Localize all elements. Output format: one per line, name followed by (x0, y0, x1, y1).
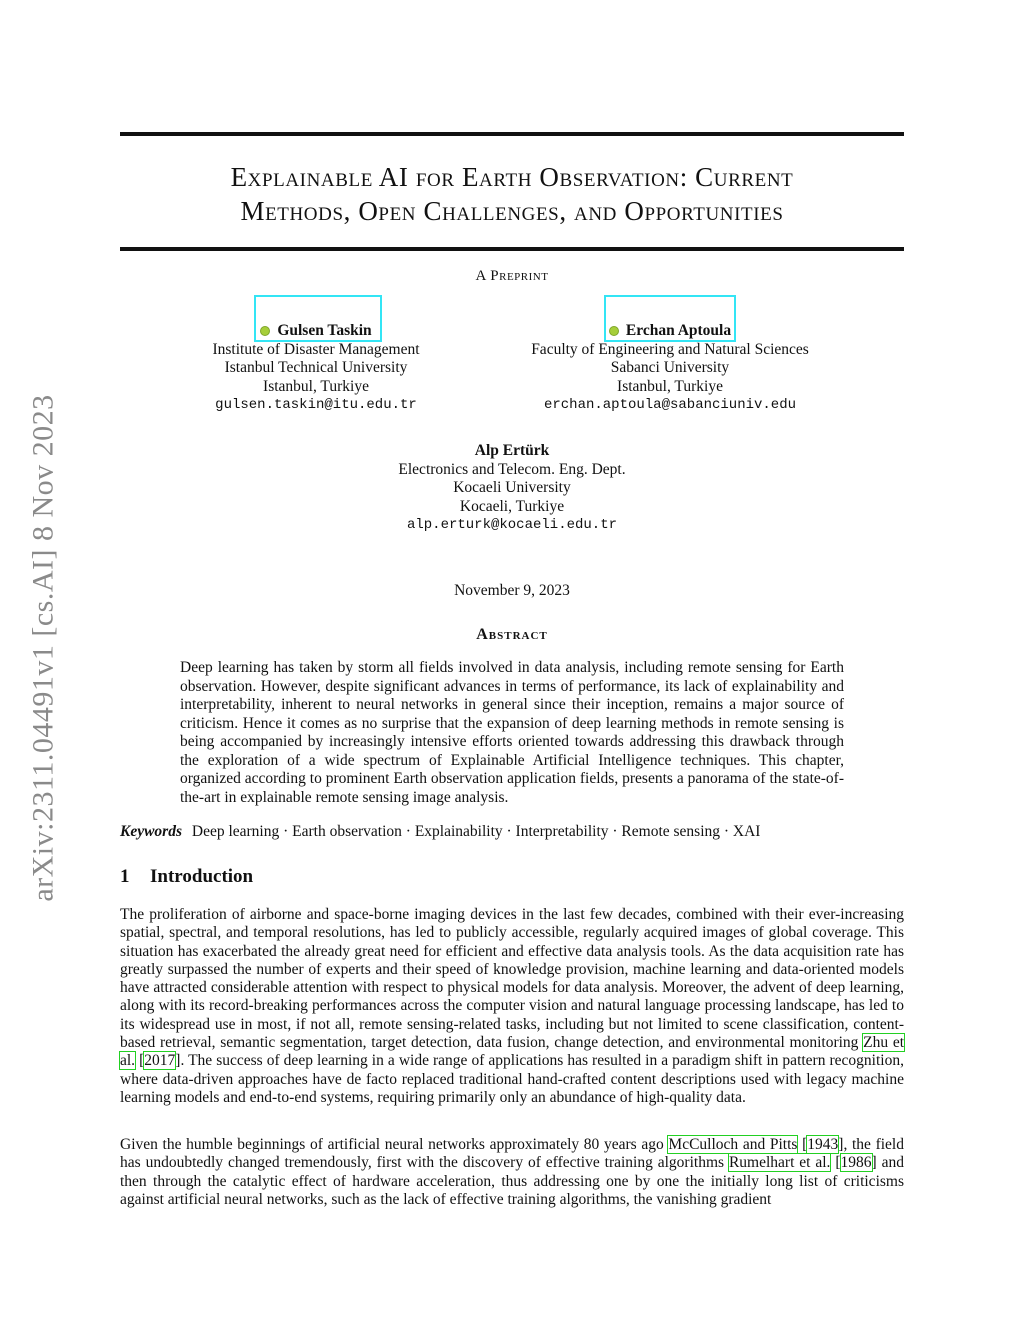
intro-paragraph-1: The proliferation of airborne and space-borne imaging devices in the last few decades, combined with their ever-increasing spatial, spectral, and temporal resolutions, has led to publicly accessible, regularly acquired images of global coverage. This situation has exacerbated the already great need for efficient and effective data analysis tools. As the data acquisition rate has greatly surpassed the number of experts and their speed of knowledge provision, machine learning and data-oriented models have attracted considerable attention with respect to physical models for data analysis. Moreover, the advent of deep learning, along with its record-breaking performances across the computer vision and natural language processing landscape, has led to its widespread use in most, if not all, remote sensing-related tasks, including but not limited to scene classification, content-based retrieval, semantic segmentation, target detection, data fusion, change detection, and environmental monitoring Zhu et al. [2017]. The success of deep learning in a wide range of applications has resulted in a paradigm shift in pattern recognition, where data-driven approaches have de facto replaced traditional hand-crafted content descriptions used with legacy machine learning models and end-to-end systems, requiring primarily only an abundance of high-quality data. (120, 906, 905, 1106)
para1-text-end: . The success of deep learning in a wide range of applications has resulted in a paradigm shift in pattern recognition, where data-driven approaches have de facto replaced traditional hand-crafted content descriptions used with legacy machine learning models and end-to-end systems, requiring primarily only an abundance of high-quality data. (120, 1052, 904, 1106)
title-line-2: Methods, Open Challenges, and Opportunities (240, 196, 784, 226)
section-heading-introduction (120, 866, 253, 888)
author-3-affiliation-1: Electronics and Telecom. Eng. Dept. (398, 460, 626, 478)
author-2-name[interactable]: Erchan Aptoula (625, 322, 732, 339)
author-1-name[interactable]: Gulsen Taskin (277, 322, 372, 339)
arxiv-stamp (18, 365, 70, 930)
author-1-affiliation-1: Institute of Disaster Management (212, 340, 420, 358)
author-2-email[interactable]: erchan.aptoula@sabanciuniv.edu (543, 397, 797, 413)
title-bottom-rule (120, 247, 904, 251)
intro-paragraph-2: Given the humble beginnings of artificial neural networks approximately 80 years ago McCulloch and Pitts [1943], the field has undoubtedly changed tremendously, first with the discovery of effective training algorithms Rumelhart et al. [1986] and then through the catalytic effect of hardware acceleration, thus addressing one by one the initially long list of criticisms against artificial neural networks, such as the lack of effective training algorithms, the vanishing gradient (120, 1136, 904, 1208)
author-2-affiliation-2: Sabanci University (610, 359, 730, 376)
para1-text-start: The proliferation of airborne and space-borne imaging devices in the last few decades, combined with their ever-increasing spatial, spectral, and temporal resolutions, has led to publicly accessible, regularly acquired images of global coverage. This situation has exacerbated the already great need for efficient and effective data analysis tools. As the data acquisition rate has greatly surpassed the number of experts and their speed of knowledge provision, machine learning and data-oriented models have attracted considerable attention with respect to physical models for data analysis. Moreover, the advent of deep learning, along with its record-breaking performances across the computer vision and natural language processing landscape, has led to its widespread use in most, if not all, remote sensing-related tasks, including but not limited to scene classification, content-based retrieval, semantic segmentation, target detection, data fusion, change detection, and environmental monitoring (120, 906, 904, 1052)
author-2-affiliation-1: Faculty of Engineering and Natural Sciences (531, 340, 809, 358)
title-top-rule (120, 132, 904, 136)
para2-text-end: and then through the catalytic effect of hardware acceleration, thus addressing one by one the initially long list of criticisms against artificial neural networks, such as the lack of effective training algorithms, the vanishing gradient (120, 1154, 904, 1208)
citation-link-rumelhart-year[interactable]: 1986 (840, 1154, 872, 1172)
author-1-location: Istanbul, Turkiye (263, 377, 369, 395)
citation-link-rumelhart[interactable]: Rumelhart et al. (728, 1154, 831, 1172)
author-3-affiliation-2: Kocaeli University (453, 479, 571, 496)
author-3-location: Kocaeli, Turkiye (459, 497, 565, 515)
citation-link-zhu[interactable]: Zhu et al. (120, 1034, 905, 1070)
author-1-affiliation-2: Istanbul Technical University (224, 359, 408, 376)
orcid-icon[interactable] (260, 326, 270, 336)
para2-text-start: Given the humble beginnings of artificial neural networks approximately 80 years ago (120, 1136, 669, 1153)
author-3-email[interactable]: alp.erturk@kocaeli.edu.tr (406, 517, 618, 533)
section-number: 1 (120, 866, 130, 887)
author-1-name-row (160, 322, 472, 341)
keywords-line (120, 823, 904, 841)
title-line-1: Explainable AI for Earth Observation: Current (230, 162, 794, 192)
citation-link-mcculloch[interactable]: McCulloch and Pitts (668, 1136, 798, 1153)
arxiv-stamp-text: arXiv:2311.04491v1 [cs.AI] 8 Nov 2023 (27, 393, 61, 902)
citation-link-mcculloch-year[interactable]: 1943 (807, 1136, 839, 1153)
keywords-label: Keywords (120, 823, 182, 840)
abstract-text: Deep learning has taken by storm all fields involved in data analysis, including remote sensing for Earth observation. However, despite significant advances in terms of performance, its lack of explainability and interpretability, inherent to neural networks in general since their inception, remains a major source of criticism. Hence it comes as no surprise that the expansion of deep learning methods in remote sensing is being accompanied by increasingly intensive efforts oriented towards addressing this drawback through the exploration of a wide spectrum of Explainable Artificial Intelligence techniques. This chapter, organized according to prominent Earth observation application fields, presents a panorama of the state-of-the-art in explainable remote sensing image analysis. (180, 659, 844, 806)
citation-link-zhu-year[interactable]: 2017 (144, 1052, 176, 1070)
preprint-label: A Preprint (475, 268, 549, 284)
author-block-1 (160, 322, 472, 415)
publication-date: November 9, 2023 (454, 582, 570, 599)
paper-title (120, 160, 904, 228)
author-1-email[interactable]: gulsen.taskin@itu.edu.tr (215, 397, 417, 413)
orcid-icon[interactable] (609, 326, 619, 336)
author-3-name: Alp Ertürk (474, 442, 550, 459)
author-block-2 (500, 322, 840, 415)
author-2-name-row (500, 322, 840, 341)
keywords-list: Deep learning · Earth observation · Explainability · Interpretability · Remote sensing · XAI (191, 823, 761, 840)
author-2-location: Istanbul, Turkiye (617, 377, 723, 395)
author-block-3 (362, 442, 662, 535)
abstract-heading: Abstract (476, 626, 548, 643)
para2-text-middle: , the field has undoubtedly changed tremendously, first with the discovery of effective training algorithms (120, 1136, 904, 1172)
section-title: Introduction (150, 866, 254, 887)
